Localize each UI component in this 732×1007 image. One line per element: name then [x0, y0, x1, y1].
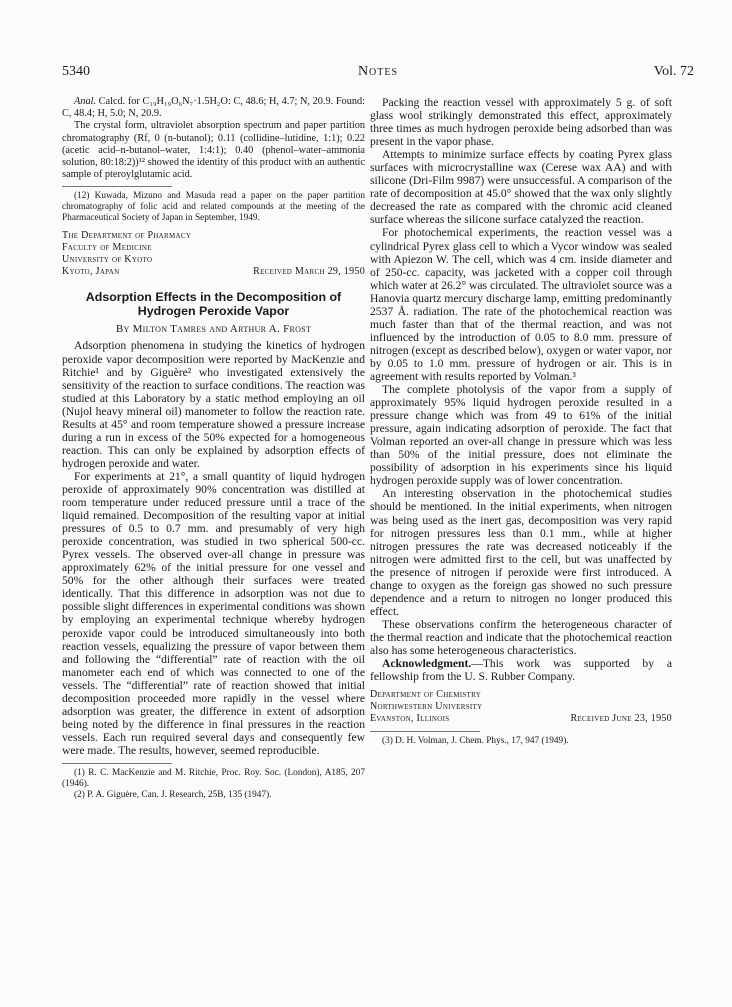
left-column — [62, 96, 365, 801]
volume-label: Vol. 72 — [653, 64, 694, 79]
right-column — [370, 96, 672, 747]
body-paragraph-1: Adsorption phenomena in studying the kinetics of hydrogen peroxide vapor decomposition were reported by MacKenzie and Ritchie¹ and by Giguère² who investigated extensively the sensitivity of the reaction to surface conditions. The reaction was studied at this Laboratory by a static method employing an oil (Nujol heavy mineral oil) manometer to follow the reaction rate. Results at 45° and room temperature showed a pressure increase during a run in excess of the 50% expected for a homogeneous reaction. This can only be explained by adsorption effects of hydrogen peroxide and water. — [62, 339, 365, 470]
affiliation-kyoto: The Department of Pharmacy Faculty of Medicine University of Kyoto Kyoto, Japan Received March 29, 1950 — [62, 230, 365, 278]
body-paragraph-4: Attempts to minimize surface effects by coating Pyrex glass surfaces with microcrystalline wax (Cerese wax AA) and with silicone (Dri-Film 9987) were unsuccessful. A comparison of the rate of decomposition at 45.0° showed that the wax only slightly decreased the rate as compared with the chromic acid cleaned surface whereas the silicone surface catalyzed the reaction. — [370, 148, 672, 227]
affiliation-northwestern: Department of Chemistry Northwestern University Evanston, Illinois Received June 23, 1950 — [370, 689, 672, 725]
section-title: Notes — [357, 64, 399, 79]
analysis-paragraph: Anal. Calcd. for C₁₉H₁₉O₆N₇·1.5H₂O: C, 48.6; H, 4.7; N, 20.9. Found: C, 48.4; H, 5.0; N, 20.9. — [62, 96, 365, 120]
footnote-3: (3) D. H. Volman, J. Chem. Phys., 17, 947 (1949). — [382, 736, 569, 747]
body-paragraph-6: The complete photolysis of the vapor from a supply of approximately 95% liquid hydrogen peroxide resulted in a pressure change which was from 49 to 61% of the initial pressure, again indicating adsorption of peroxide. The fact that Volman reported an over-all change in pressure which was less than 50% of the initial pressure, does not eliminate the possibility of adsorption in his experiments since his liquid hydrogen peroxide supply was of lower concentration. — [370, 383, 672, 488]
page-number: 5340 — [62, 64, 90, 79]
footnote-rule — [62, 186, 172, 187]
body-paragraph-2: For experiments at 21°, a small quantity of liquid hydrogen peroxide of approximately 90% concentration was distilled at room temperature under reduced pressure until a trace of the liquid remained. Decomposition of the resulting vapor at initial pressures of 0.5 to 0.7 mm. and presumably of very high peroxide concentration, was studied in two spherical 500-cc. Pyrex vessels. The observed over-all change in pressure was approximately 62% of the initial pressure for one vessel and 50% for the other although their surfaces were treated identically. That this difference in adsorption was not due to possible slight differences in experimental conditions was shown by employing an experimental technique whereby hydrogen peroxide vapor could be introduced simultaneously into both reaction vessels, equalizing the pressure of vapor between them and following the “differential” rate of reaction with the oil manometer each end of which was connected to one of the vessels. The “differential” rate of reaction showed that initial decomposition proceeded more rapidly in the vessel where adsorption was greater, the difference in extent of adsorption being noted by the difference in final pressures in the reaction vessels. Each run required several days and consequently few were made. The results, however, seemed reproducible. — [62, 469, 365, 757]
footnote-1: (1) R. C. MacKenzie and M. Ritchie, Proc. Roy. Soc. (London), A185, 207 (1946). — [62, 767, 365, 789]
page-header — [62, 64, 694, 84]
footnote-12: (12) Kuwada, Mizuno and Masuda read a paper on the paper partition chromatography of folic acid and related compounds at the meeting of the Pharmaceutical Society of Japan in September, 1949. — [62, 191, 365, 224]
received-date-1: Received March 29, 1950 — [253, 266, 365, 278]
acknowledgment: Acknowledgment.—This work was supported by a fellowship from the U. S. Rubber Company. — [370, 657, 672, 684]
body-paragraph-3: Packing the reaction vessel with approximately 5 g. of soft glass wool strikingly demonstrated this effect, approximately three times as much hydrogen peroxide being adsorbed than was present in the vapor phase. — [370, 96, 672, 149]
footnote-rule — [62, 763, 172, 764]
body-paragraph-5: For photochemical experiments, the reaction vessel was a cylindrical Pyrex glass cell to which a Vycor window was sealed with Apiezon W. The cell, which was 4 cm. inside diameter and of 250-cc. capacity, was jacketed with a copper coil through which water at 26.2° was circulated. The ultraviolet source was a Hanovia quartz mercury discharge lamp, emitting predominantly 2537 Å. radiation. The rate of the photochemical reaction was much faster than that of the thermal reaction, and was not influenced by the introduction of 0.05 to 8.0 mm. pressure of nitrogen (except as described below), oxygen or water vapor, nor by 0.05 to 1.0 mm. pressure of hydrogen or air. This is in agreement with results reported by Volman.³ — [370, 226, 672, 383]
article-title: Adsorption Effects in the Decomposition of Hydrogen Peroxide Vapor — [85, 290, 342, 319]
footnote-2: (2) P. A. Giguère, Can. J. Research, 25B, 135 (1947). — [74, 789, 272, 800]
author-byline: By Milton Tamres and Arthur A. Frost — [115, 323, 312, 336]
crystal-paragraph: The crystal form, ultraviolet absorption spectrum and paper partition chromatography (Rf, 0 (n-butanol); 0.11 (collidine–lutidine, 1:1); 0.22 (acetic acid–n-butanol–water, 1:4:1); 0.40 (phenol–water–ammonia solution, 80:18:2))¹² showed the identity of this product with an authentic sample of pteroylglutamic acid. — [62, 120, 365, 181]
body-paragraph-8: These observations confirm the heterogeneous character of the thermal reaction and indicate that the photochemical reaction also has some heterogeneous characteristics. — [370, 617, 672, 657]
body-paragraph-7: An interesting observation in the photochemical studies should be mentioned. In the initial experiments, when nitrogen was being used as the inert gas, decomposition was very rapid for nitrogen pressures less than 0.1 mm., while at higher nitrogen pressures the rate was decreased noticeably if the nitrogen were admitted first to the cell, but was unaffected by the presence of nitrogen if peroxide were first introduced. A change to oxygen as the foreign gas showed no such pressure dependence and a return to nitrogen no longer produced this effect. — [370, 487, 672, 618]
received-date-2: Received June 23, 1950 — [570, 713, 672, 725]
footnote-rule — [370, 731, 480, 732]
